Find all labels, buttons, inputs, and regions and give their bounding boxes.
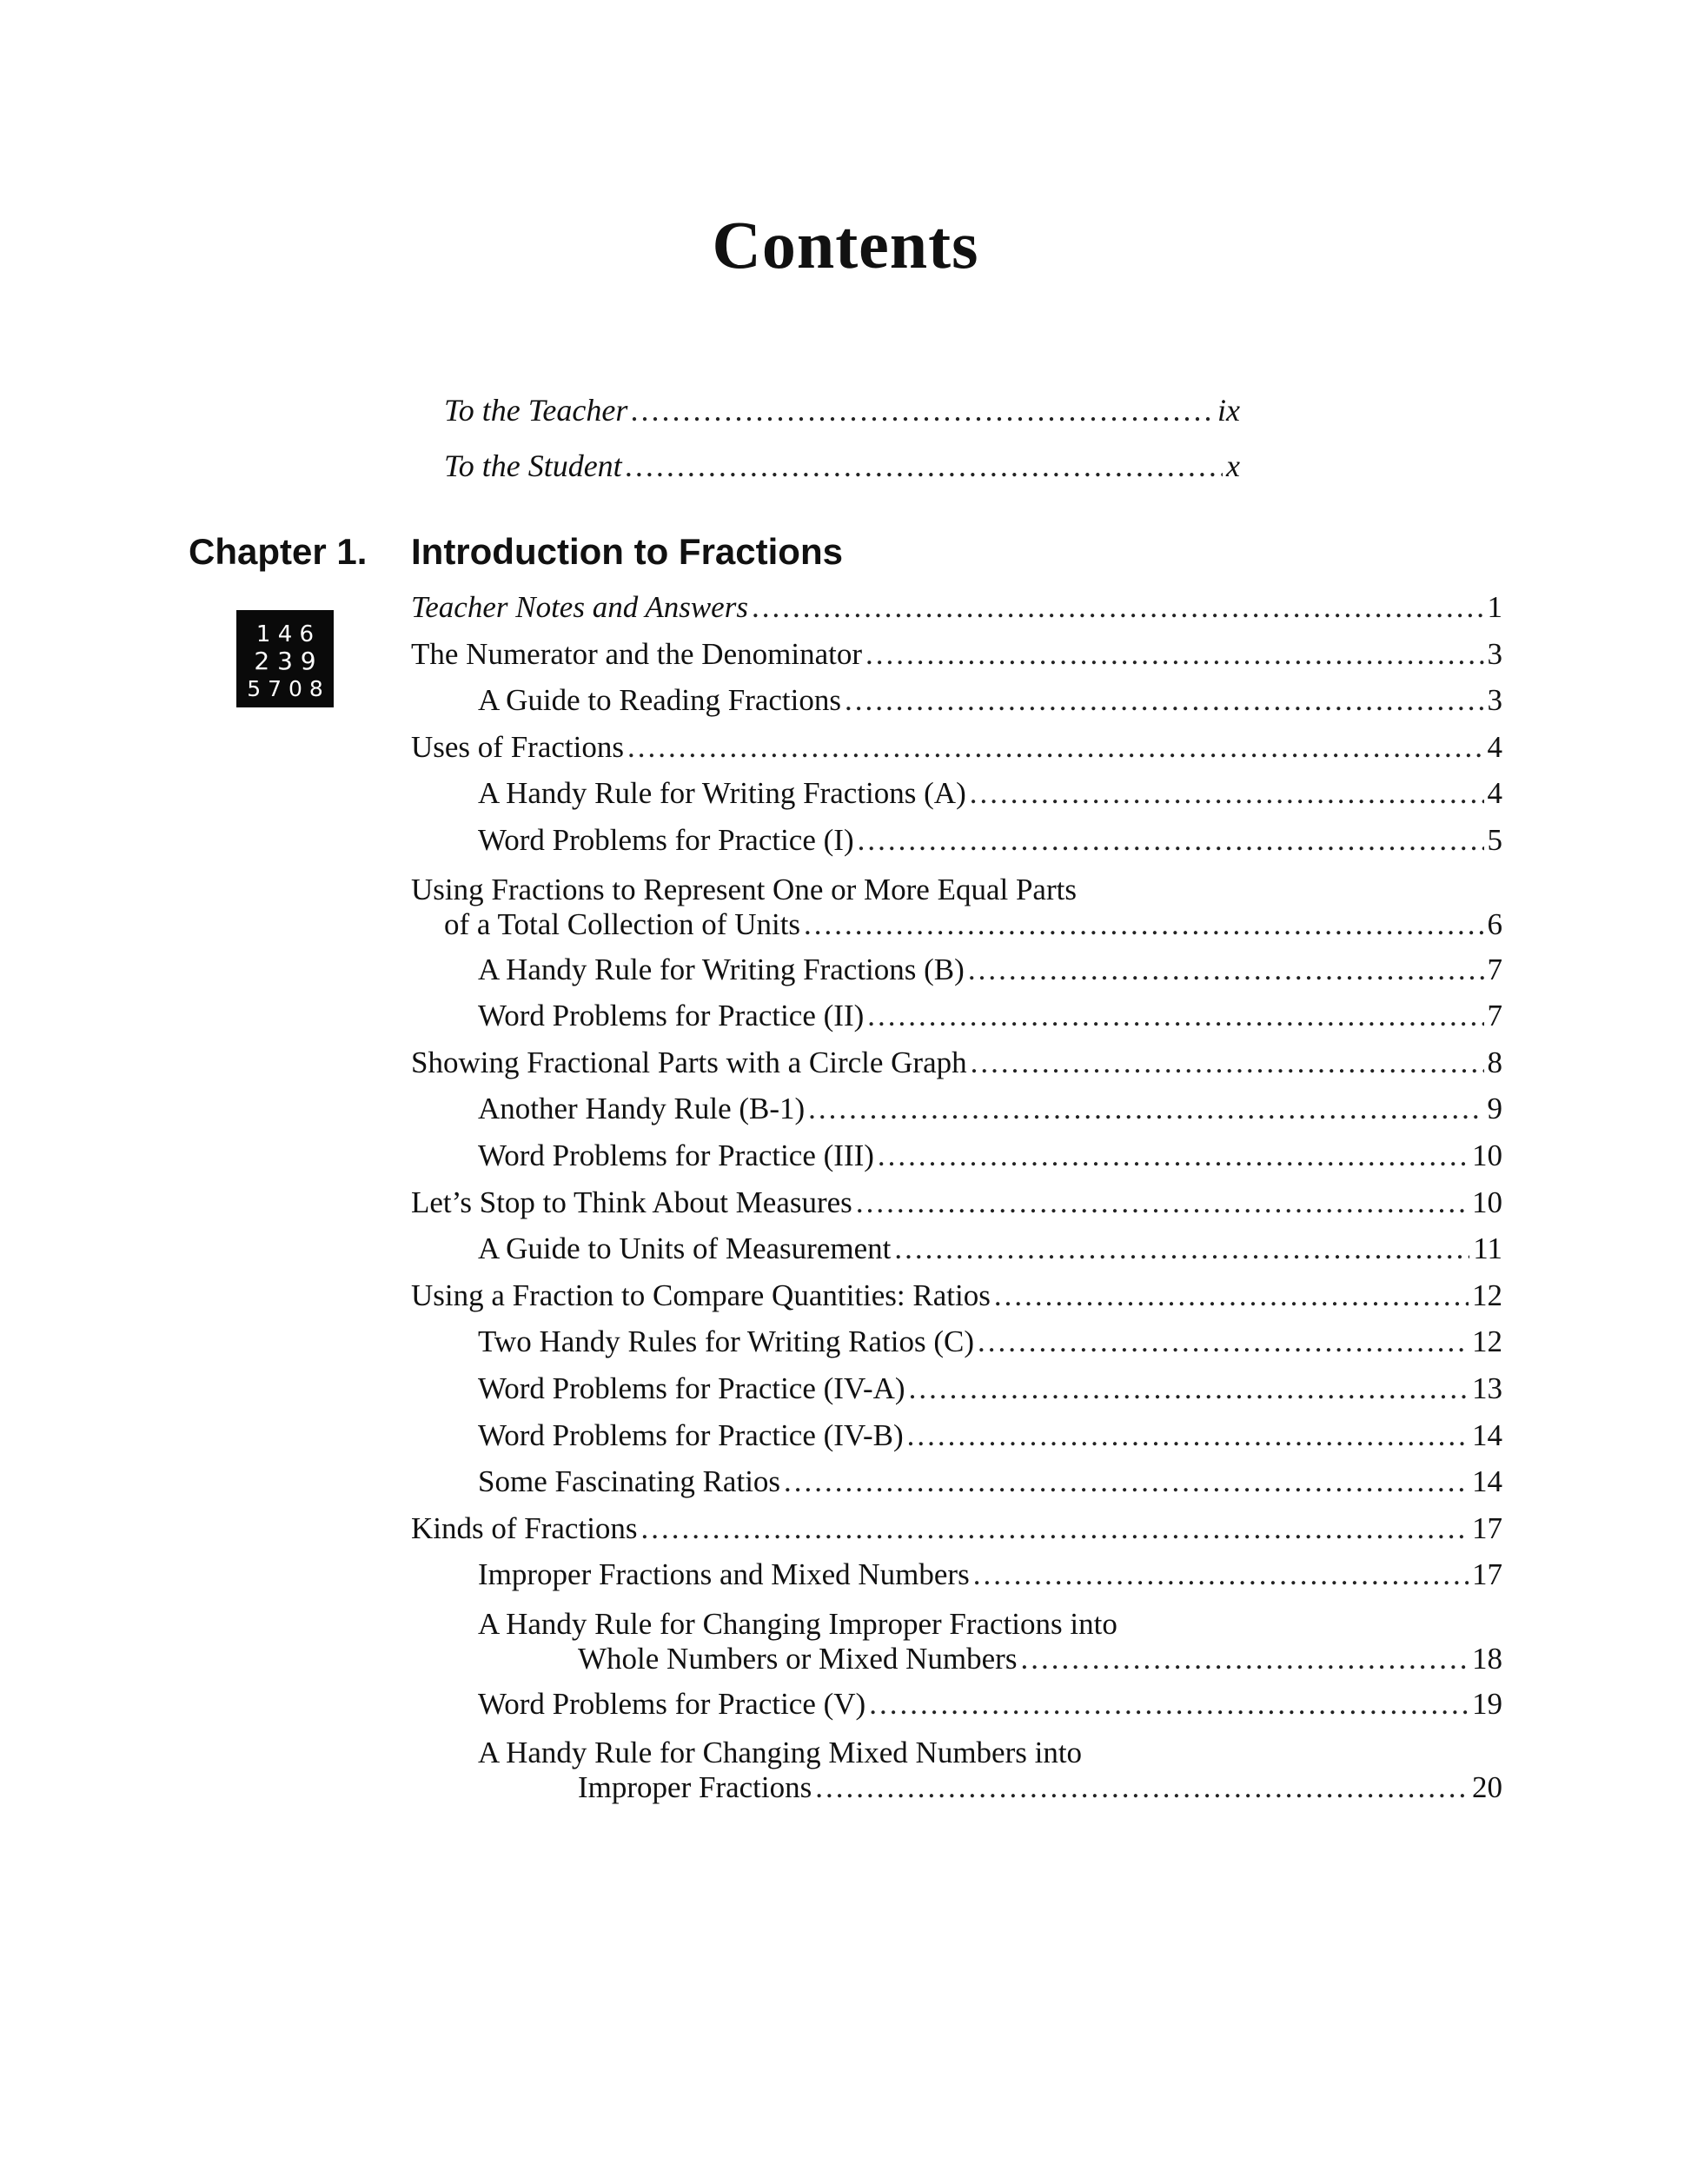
toc-page-number: 8 — [1487, 1045, 1502, 1079]
toc-page-number: 12 — [1472, 1278, 1502, 1312]
dot-leader — [909, 1365, 1469, 1412]
toc-page-number: 19 — [1472, 1686, 1502, 1721]
dot-leader — [878, 1132, 1469, 1179]
toc-page-number: 10 — [1472, 1138, 1502, 1172]
dot-leader — [994, 1272, 1469, 1319]
toc-entry-label: Word Problems for Practice (IV-B) — [478, 1417, 904, 1452]
toc-entry[interactable] — [411, 1598, 1502, 1681]
toc-entry[interactable] — [411, 1412, 1502, 1459]
toc-entry-label: Kinds of Fractions — [411, 1510, 638, 1545]
toc-entry-label: Another Handy Rule (B-1) — [478, 1092, 806, 1126]
toc-page-number: 4 — [1487, 776, 1502, 811]
dot-leader — [1020, 1642, 1469, 1676]
toc-entry[interactable] — [411, 946, 1502, 993]
dot-leader — [752, 584, 1484, 631]
chapter-heading[interactable] — [189, 521, 843, 582]
toc-page-number: 17 — [1472, 1557, 1502, 1592]
toc-entry-label-continued: of a Total Collection of Units — [444, 906, 801, 941]
toc-entry-label-continued: Improper Fractions — [578, 1770, 812, 1805]
toc-page-number: 13 — [1472, 1371, 1502, 1405]
toc-entry-label: Using a Fraction to Compare Quantities: Ratios — [411, 1278, 991, 1312]
toc-page-number: 6 — [1487, 906, 1502, 941]
toc-page-number: 18 — [1472, 1641, 1502, 1676]
toc-page-number: 9 — [1487, 1092, 1502, 1126]
toc-entry-label: Word Problems for Practice (IV-A) — [478, 1371, 905, 1405]
dot-leader — [867, 992, 1483, 1039]
toc-entry[interactable] — [411, 1039, 1502, 1086]
toc-page-number: ix — [1217, 393, 1240, 428]
dot-leader — [894, 1225, 1469, 1272]
dot-leader — [858, 817, 1484, 864]
toc-page-number: 11 — [1473, 1231, 1502, 1266]
front-matter-entry-teacher[interactable] — [444, 382, 1240, 438]
dot-leader — [626, 438, 1223, 494]
page-title: Contents — [712, 207, 979, 282]
toc-page-number: 14 — [1472, 1417, 1502, 1452]
toc-entry-label: A Handy Rule for Changing Mixed Numbers into — [478, 1736, 1083, 1770]
dot-leader — [973, 1551, 1469, 1598]
toc-entry-label: Teacher Notes and Answers — [411, 590, 748, 624]
dot-leader — [631, 382, 1214, 438]
toc-entry-label: A Handy Rule for Changing Improper Fractions into — [478, 1606, 1117, 1641]
dot-leader — [627, 724, 1484, 771]
toc-entry[interactable] — [411, 992, 1502, 1039]
toc-entry-label: Word Problems for Practice (II) — [478, 999, 865, 1033]
toc-entry-label: A Handy Rule for Writing Fractions (A) — [478, 776, 966, 811]
toc-entry[interactable] — [411, 1272, 1502, 1319]
toc-entry[interactable] — [411, 1179, 1502, 1226]
toc-page-number: x — [1226, 448, 1240, 483]
toc-page-number: 7 — [1487, 952, 1502, 986]
toc-entry[interactable] — [411, 1727, 1502, 1809]
toc-entry[interactable] — [411, 1365, 1502, 1412]
toc-entry-label: A Handy Rule for Writing Fractions (B) — [478, 952, 965, 986]
dot-leader — [845, 677, 1483, 724]
dot-leader — [869, 1681, 1469, 1728]
dot-leader — [784, 1458, 1469, 1505]
toc-entry[interactable] — [411, 864, 1502, 946]
toc-entry-label: Word Problems for Practice (III) — [478, 1138, 874, 1172]
toc-entry[interactable] — [411, 677, 1502, 724]
dot-leader — [971, 1039, 1484, 1086]
toc-entry[interactable] — [411, 770, 1502, 817]
toc-page-number: 7 — [1487, 999, 1502, 1033]
toc-entry[interactable] — [411, 1458, 1502, 1505]
dot-leader — [856, 1179, 1469, 1226]
badge-row-1: 1 4 6 — [255, 621, 315, 647]
toc-entry[interactable] — [411, 1132, 1502, 1179]
toc-entry-label-continued: Whole Numbers or Mixed Numbers — [578, 1641, 1018, 1676]
dot-leader — [978, 1318, 1469, 1365]
toc-entry-label: Word Problems for Practice (I) — [478, 822, 854, 857]
toc-entry-label: Word Problems for Practice (V) — [478, 1686, 866, 1721]
dot-leader — [970, 770, 1484, 817]
handwritten-numbers-icon — [236, 610, 334, 707]
table-of-contents — [411, 584, 1502, 1809]
toc-entry-label: To the Student — [444, 448, 622, 483]
toc-entry-label: A Guide to Units of Measurement — [478, 1231, 892, 1266]
toc-entry-label: Uses of Fractions — [411, 729, 624, 764]
toc-entry[interactable] — [411, 817, 1502, 864]
dot-leader — [808, 1085, 1483, 1132]
toc-entry-label: Two Handy Rules for Writing Ratios (C) — [478, 1324, 974, 1359]
toc-entry-label: Using Fractions to Represent One or More Equal Parts — [411, 872, 1077, 906]
toc-entry[interactable] — [411, 724, 1502, 771]
toc-entry[interactable] — [411, 584, 1502, 631]
toc-entry[interactable] — [411, 631, 1502, 678]
toc-page-number: 20 — [1472, 1770, 1502, 1805]
toc-page-number: 3 — [1487, 683, 1502, 718]
toc-entry[interactable] — [411, 1225, 1502, 1272]
toc-entry-label: To the Teacher — [444, 393, 628, 428]
toc-page-number: 1 — [1487, 590, 1502, 624]
toc-entry[interactable] — [411, 1505, 1502, 1552]
toc-entry-label: Improper Fractions and Mixed Numbers — [478, 1557, 970, 1592]
toc-entry[interactable] — [411, 1318, 1502, 1365]
dot-leader — [641, 1505, 1469, 1552]
toc-page-number: 3 — [1487, 636, 1502, 671]
toc-entry-label: A Guide to Reading Fractions — [478, 683, 842, 718]
chapter-number: Chapter 1. — [189, 531, 368, 572]
toc-page-number: 12 — [1472, 1324, 1502, 1359]
front-matter-entry-student[interactable] — [444, 438, 1240, 494]
dot-leader — [865, 631, 1484, 678]
toc-entry[interactable] — [411, 1085, 1502, 1132]
dot-leader — [968, 946, 1484, 993]
toc-page-number: 4 — [1487, 729, 1502, 764]
toc-page-number: 5 — [1487, 822, 1502, 857]
badge-row-2: 2 3 9 — [254, 647, 316, 675]
toc-entry[interactable] — [411, 1681, 1502, 1728]
dot-leader — [815, 1770, 1469, 1805]
toc-page-number: 17 — [1472, 1510, 1502, 1545]
toc-entry-label: Some Fascinating Ratios — [478, 1464, 781, 1499]
toc-page-number: 10 — [1472, 1185, 1502, 1219]
toc-entry-label: The Numerator and the Denominator — [411, 636, 862, 671]
toc-entry-label: Showing Fractional Parts with a Circle Graph — [411, 1045, 967, 1079]
badge-row-3: 5 7 0 8 — [247, 676, 323, 701]
toc-entry[interactable] — [411, 1551, 1502, 1598]
chapter-title: Introduction to Fractions — [411, 531, 843, 572]
dot-leader — [907, 1412, 1469, 1459]
toc-entry-label: Let’s Stop to Think About Measures — [411, 1185, 852, 1219]
dot-leader — [804, 907, 1483, 942]
toc-page-number: 14 — [1472, 1464, 1502, 1499]
